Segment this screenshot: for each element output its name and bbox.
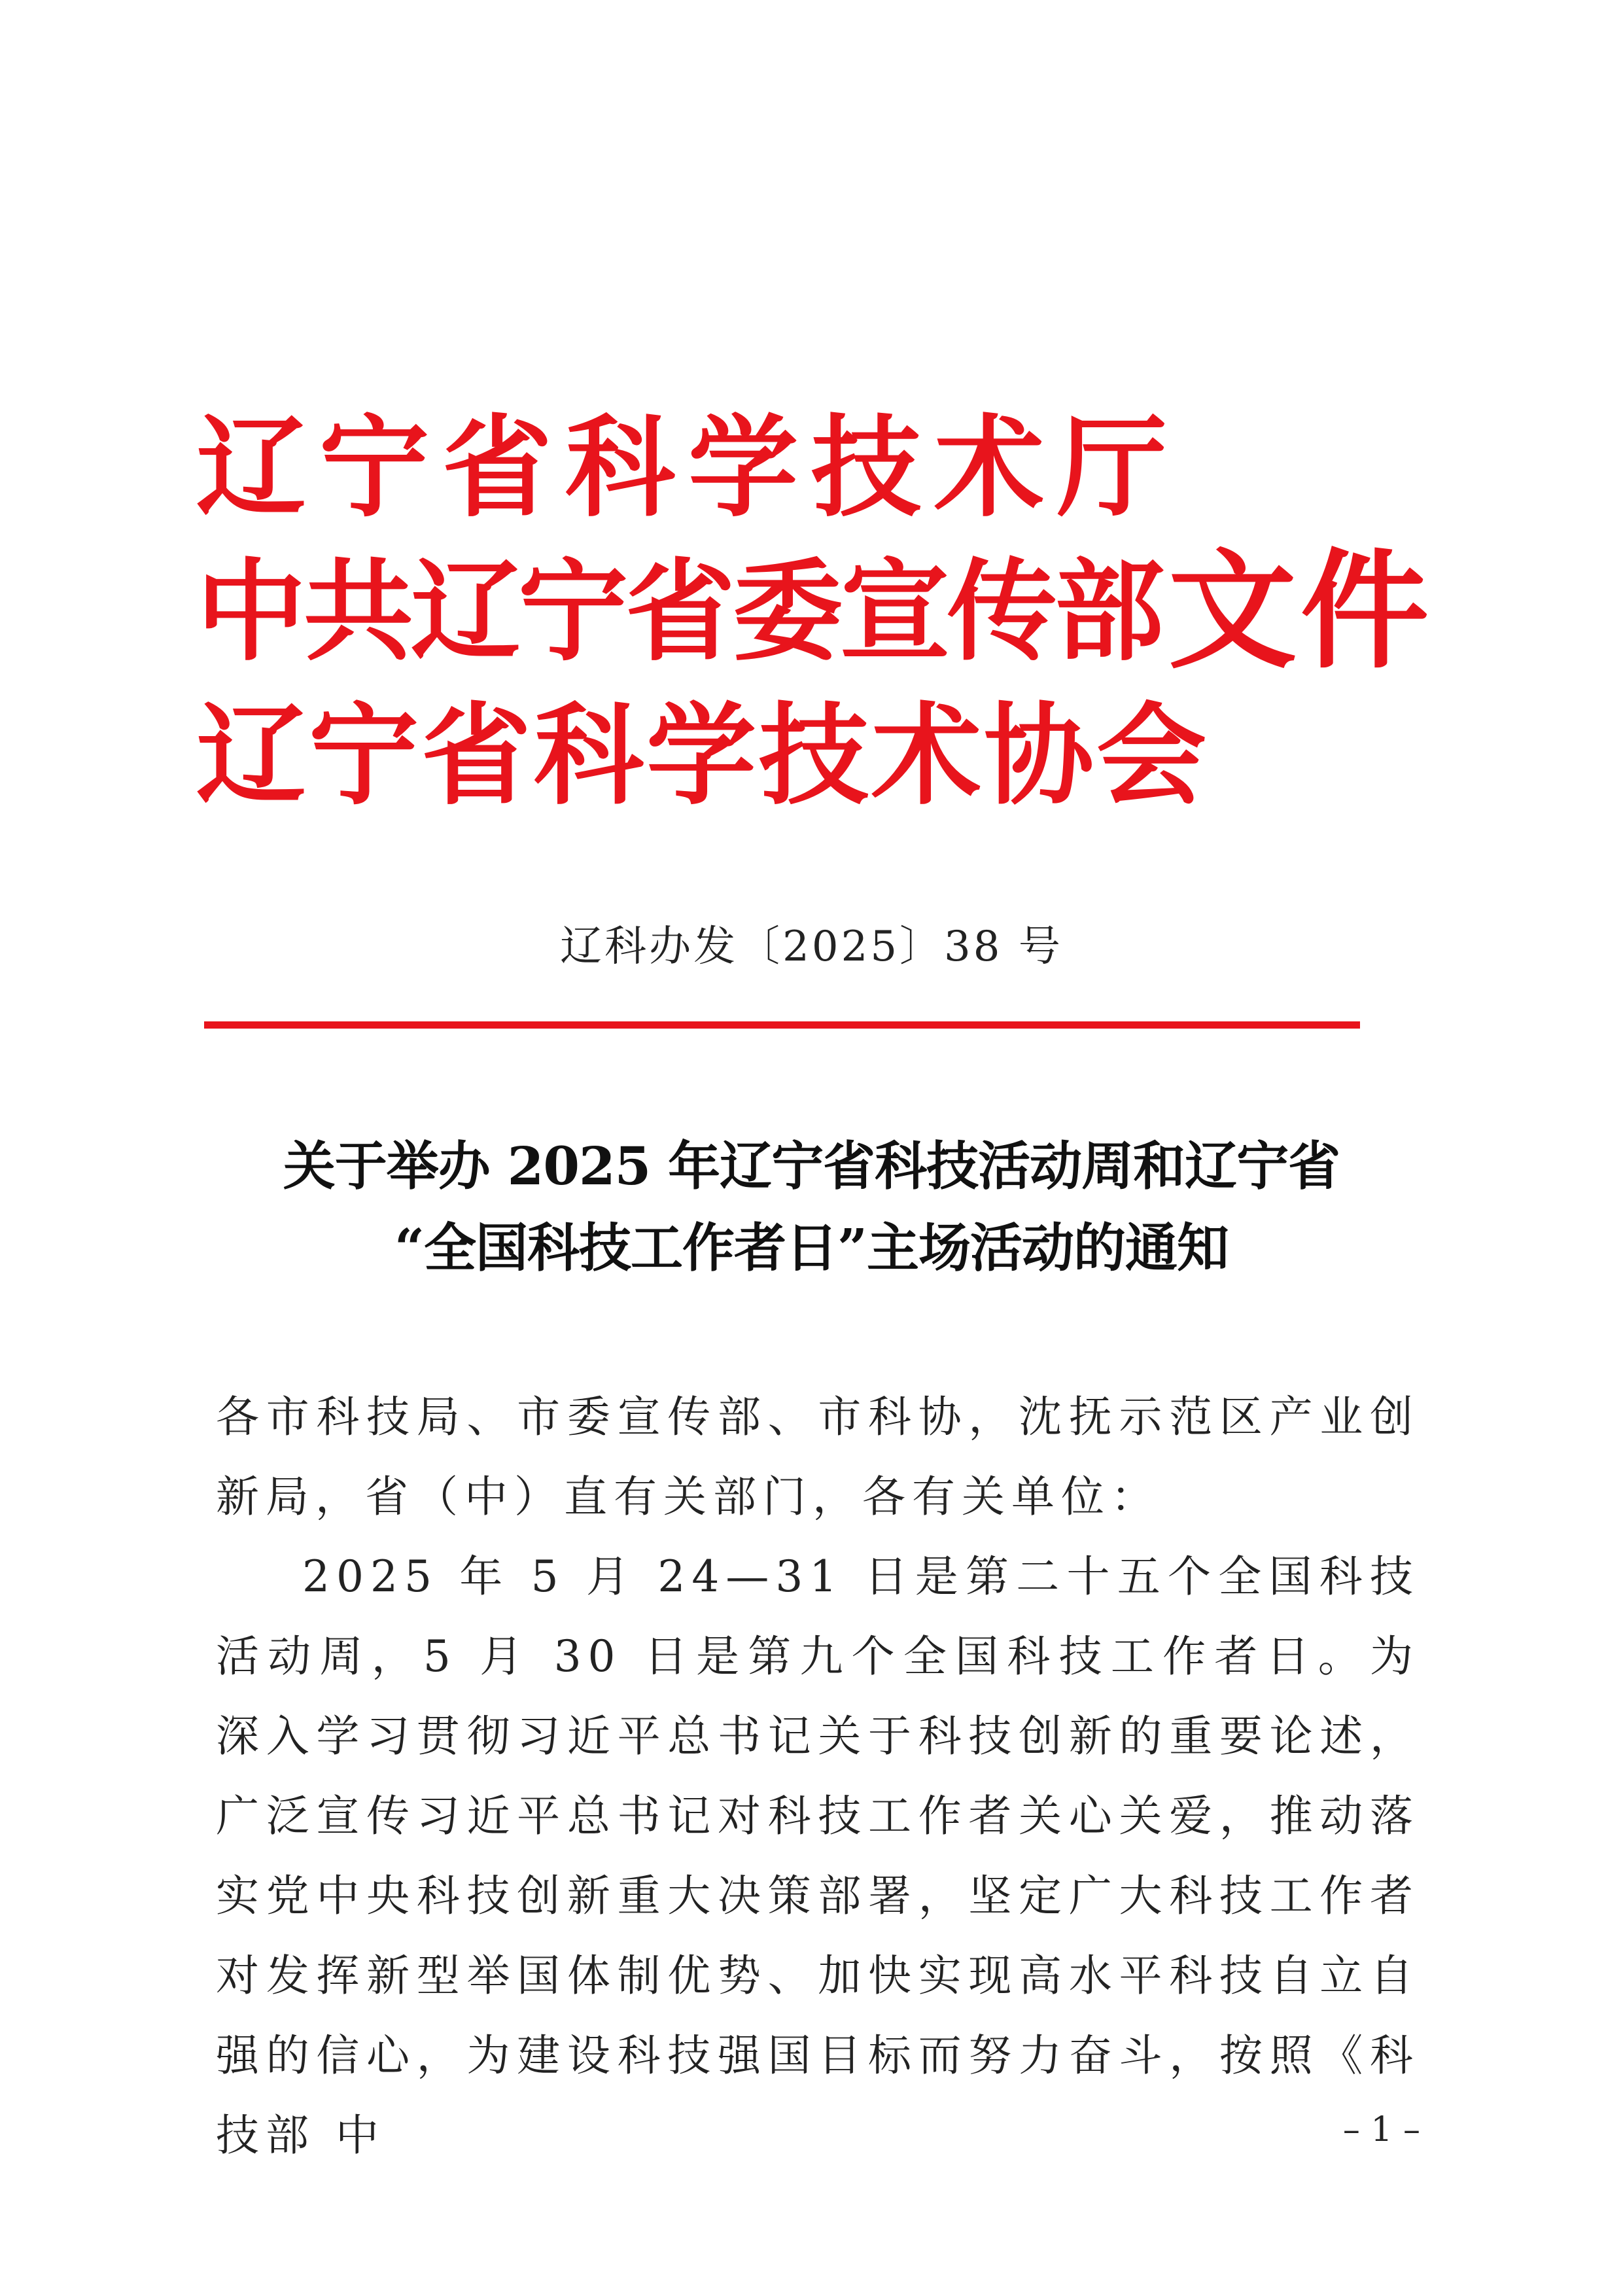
- salutation: 各市科技局、市委宣传部、市科协，沈抚示范区产业创新局，省（中）直有关部门，各有关单位：: [216, 1392, 1420, 1522]
- issuer-name: 辽宁省科学技术厅: [196, 404, 1180, 532]
- document-title: [0, 1125, 1623, 1289]
- page-number: – 1 –: [1342, 2110, 1420, 2149]
- document-word: 文件: [1168, 537, 1433, 686]
- title-line: 关于举办 2025 年辽宁省科技活动周和辽宁省: [283, 1135, 1340, 1197]
- issuer-line: [196, 396, 1433, 540]
- document-number: 辽科办发〔2025〕38 号: [560, 923, 1063, 971]
- issuer-line: [196, 537, 1433, 686]
- issuer-name: 中共辽宁省委宣传部: [196, 548, 1162, 676]
- red-separator-rule: [204, 1021, 1360, 1029]
- title-line: “全国科技工作者日”主场活动的通知: [394, 1217, 1229, 1279]
- issuer-line: [196, 684, 1433, 828]
- issuer-name: 辽宁省科学技术协会: [196, 692, 1209, 820]
- document-body: [216, 1377, 1420, 2176]
- issuer-header: [196, 396, 1433, 828]
- body-paragraph: 2025 年 5 月 24—31 日是第二十五个全国科技活动周，5 月 30 日是第九个全国科技工作者日。为深入学习贯彻习近平总书记关于科技创新的重要论述，广泛宣传习近平总书记对科技工作者关心关爱，推动落实党中央科技创新重大决策部署，坚定广大科技工作者对发挥新型举国体制优势、加快实现高水平科技自立自强的信心，为建设科技强国目标而努力奋斗，按照《科技部 中: [216, 1551, 1420, 2161]
